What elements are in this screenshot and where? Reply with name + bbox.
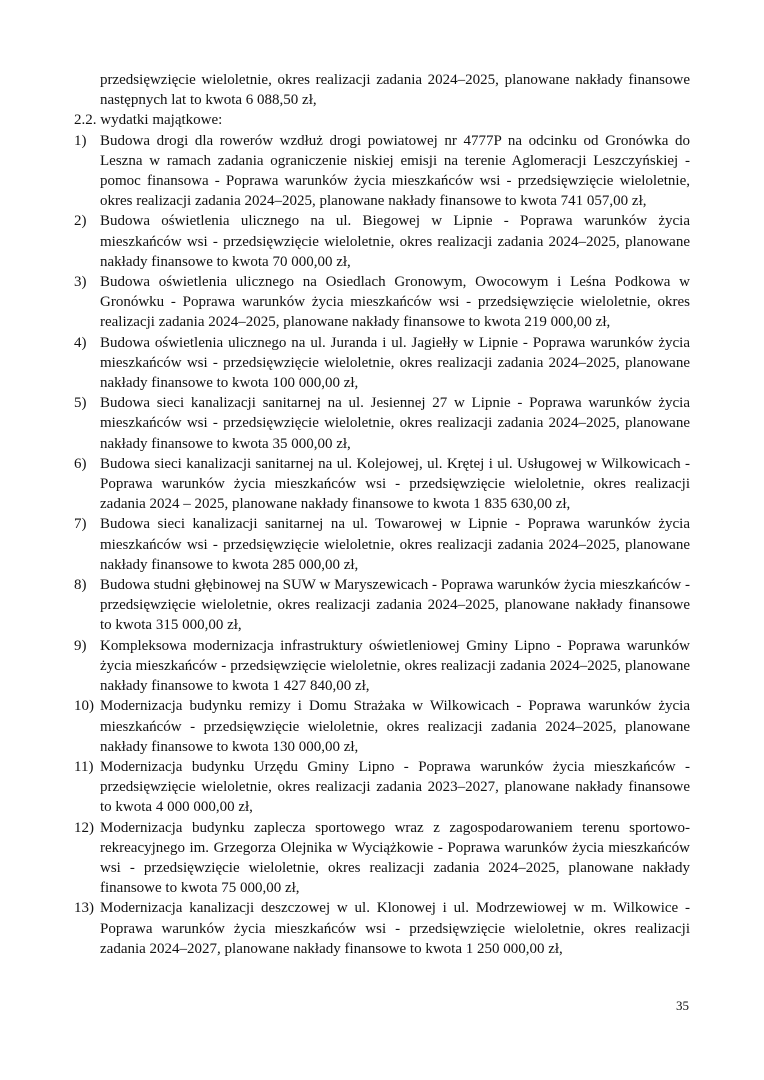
list-item [74, 636, 690, 697]
list-item-text: Budowa sieci kanalizacji sanitarnej na ul. Kolejowej, ul. Krętej i ul. Usługowej w Wilkowicach - Poprawa warunków życia mieszkańców wsi - przedsięwzięcie wieloletnie, okres realizacji zadania 2024 – 2025, planowane nakłady finansowe to kwota 1 835 630,00 zł, [100, 455, 690, 513]
list-item-number: 11) [74, 758, 94, 775]
list-item-number: 3) [74, 274, 87, 291]
expenditure-list [74, 131, 690, 959]
list-item [74, 211, 690, 272]
list-item-text: Modernizacja budynku zaplecza sportowego wraz z zagospodarowaniem terenu sportowo-rekreacyjnego im. Grzegorza Olejnika w Wyciążkowie - Poprawa warunków życia mieszkańców wsi - przedsięwzięcie wieloletnie, okres realizacji zadania 2024–2025, planowane nakłady finansowe to kwota 75 000,00 zł, [100, 819, 690, 897]
list-item [74, 454, 690, 515]
list-item [74, 757, 690, 818]
list-item-text: Budowa oświetlenia ulicznego na ul. Biegowej w Lipnie - Poprawa warunków życia mieszkańców wsi - przedsięwzięcie wieloletnie, okres realizacji zadania 2024–2025, planowane nakłady finansowe to kwota 70 000,00 zł, [100, 213, 690, 270]
list-item [74, 393, 690, 454]
list-item-text: Budowa sieci kanalizacji sanitarnej na ul. Jesiennej 27 w Lipnie - Poprawa warunków życia mieszkańców wsi - przedsięwzięcie wieloletnie, okres realizacji zadania 2024–2025, planowane nakłady finansowe to kwota 35 000,00 zł, [100, 395, 690, 452]
list-item [74, 696, 690, 757]
list-item-number: 1) [74, 132, 87, 149]
list-item-number: 2) [74, 213, 87, 230]
list-item-number: 9) [74, 637, 87, 654]
list-item-number: 13) [74, 900, 94, 917]
list-item-number: 6) [74, 455, 87, 472]
document-body [74, 70, 690, 959]
list-item-text: Modernizacja budynku remizy i Domu Strażaka w Wilkowicach - Poprawa warunków życia mieszkańców - przedsięwzięcie wieloletnie, okres realizacji zadania 2024–2025, planowane nakłady finansowe to kwota 130 000,00 zł, [100, 698, 690, 755]
list-item [74, 898, 690, 959]
list-item [74, 575, 690, 636]
list-item-text: Budowa oświetlenia ulicznego na ul. Juranda i ul. Jagiełły w Lipnie - Poprawa warunków życia mieszkańców wsi - przedsięwzięcie wieloletnie, okres realizacji zadania 2024–2025, planowane nakłady finansowe to kwota 100 000,00 zł, [100, 334, 690, 392]
page-number: 35 [676, 998, 689, 1013]
list-item [74, 818, 690, 899]
list-item [74, 272, 690, 333]
list-item-text: Budowa oświetlenia ulicznego na Osiedlach Gronowym, Owocowym i Leśna Podkowa w Gronówku - Poprawa warunków życia mieszkańców wsi - przedsięwzięcie wieloletnie, okres realizacji zadania 2024–2025, planowane nakłady finansowe to kwota 219 000,00 zł, [100, 274, 690, 331]
list-item-number: 10) [74, 698, 94, 715]
list-item-number: 5) [74, 395, 87, 412]
list-item [74, 131, 690, 212]
list-item-text: Modernizacja budynku Urzędu Gminy Lipno - Poprawa warunków życia mieszkańców - przedsięwzięcie wieloletnie, okres realizacji zadania 2023–2027, planowane nakłady finansowe to kwota 4 000 000,00 zł, [100, 758, 690, 816]
list-item-text: Budowa studni głębinowej na SUW w Maryszewicach - Poprawa warunków życia mieszkańców - przedsięwzięcie wieloletnie, okres realizacji zadania 2024–2025, planowane nakłady finansowe to kwota 315 000,00 zł, [100, 577, 690, 634]
subsection-heading: 2.2. wydatki majątkowe: [74, 112, 223, 129]
list-item-number: 8) [74, 577, 87, 594]
list-item-number: 12) [74, 819, 94, 836]
list-item [74, 514, 690, 575]
list-item [74, 333, 690, 394]
list-item-number: 4) [74, 334, 87, 351]
continuation-paragraph: przedsięwzięcie wieloletnie, okres realizacji zadania 2024–2025, planowane nakłady finansowe następnych lat to kwota 6 088,50 zł, [100, 72, 690, 109]
list-item-number: 7) [74, 516, 87, 533]
list-item-text: Kompleksowa modernizacja infrastruktury oświetleniowej Gminy Lipno - Poprawa warunków życia mieszkańców - przedsięwzięcie wieloletnie, okres realizacji zadania 2024–2025, planowane nakłady finansowe to kwota 1 427 840,00 zł, [100, 637, 690, 695]
list-item-text: Budowa drogi dla rowerów wzdłuż drogi powiatowej nr 4777P na odcinku od Gronówka do Leszna w ramach zadania ograniczenie niskiej emisji na terenie Aglomeracji Leszczyńskiej - pomoc finansowa - Poprawa warunków życia mieszkańców wsi - przedsięwzięcie wieloletnie, okres realizacji zadania 2024–2025, planowane nakłady finansowe to kwota 741 057,00 zł, [100, 132, 690, 210]
list-item-text: Budowa sieci kanalizacji sanitarnej na ul. Towarowej w Lipnie - Poprawa warunków życia mieszkańców wsi - przedsięwzięcie wieloletnie, okres realizacji zadania 2024–2025, planowane nakłady finansowe to kwota 285 000,00 zł, [100, 516, 690, 573]
list-item-text: Modernizacja kanalizacji deszczowej w ul. Klonowej i ul. Modrzewiowej w m. Wilkowice - Poprawa warunków życia mieszkańców wsi - przedsięwzięcie wieloletnie, okres realizacji zadania 2024–2027, planowane nakłady finansowe to kwota 1 250 000,00 zł, [100, 900, 690, 957]
